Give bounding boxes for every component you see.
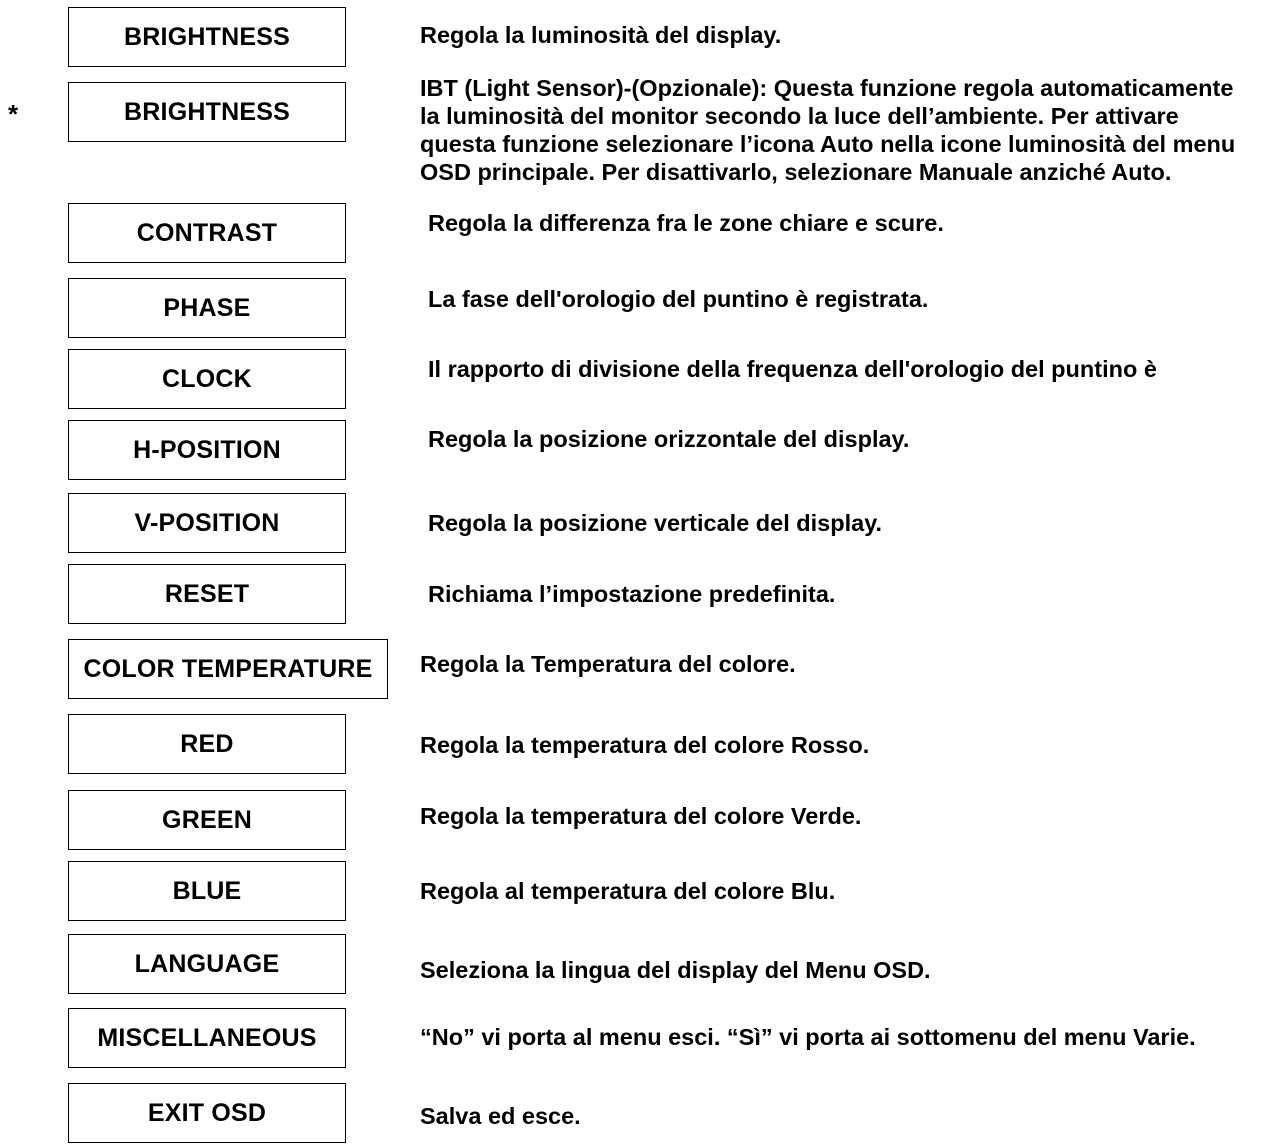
- optional-marker: *: [8, 99, 19, 129]
- osd-label-box: BRIGHTNESS: [68, 7, 346, 67]
- osd-label-box: MISCELLANEOUS: [68, 1008, 346, 1068]
- osd-description: Regola la temperatura del colore Rosso.: [420, 732, 870, 758]
- osd-description: Seleziona la lingua del display del Menu OSD.: [420, 957, 931, 983]
- osd-description: Regola la temperatura del colore Verde.: [420, 803, 862, 829]
- osd-label-box: COLOR TEMPERATURE: [68, 639, 388, 699]
- osd-description: La fase dell'orologio del puntino è registrata.: [428, 286, 929, 312]
- osd-label-box: H-POSITION: [68, 420, 346, 480]
- osd-description: IBT (Light Sensor)-(Opzionale): Questa funzione regola automaticamente: [420, 75, 1234, 101]
- osd-label-box: CLOCK: [68, 349, 346, 409]
- osd-description: Regola la Temperatura del colore.: [420, 651, 796, 677]
- osd-label-box: GREEN: [68, 790, 346, 850]
- osd-description: Il rapporto di divisione della frequenza dell'orologio del puntino è: [428, 356, 1157, 382]
- osd-label-box: RESET: [68, 564, 346, 624]
- osd-description: Regola al temperatura del colore Blu.: [420, 878, 836, 904]
- osd-label-box: V-POSITION: [68, 493, 346, 553]
- osd-description: Regola la luminosità del display.: [420, 22, 782, 48]
- osd-description: la luminosità del monitor secondo la luce dell’ambiente. Per attivare: [420, 103, 1179, 129]
- osd-description: “No” vi porta al menu esci. “Sì” vi porta ai sottomenu del menu Varie.: [420, 1024, 1196, 1050]
- osd-label-box: BLUE: [68, 861, 346, 921]
- osd-label-box: LANGUAGE: [68, 934, 346, 994]
- osd-description: questa funzione selezionare l’icona Auto nella icone luminosità del menu: [420, 131, 1236, 157]
- osd-description: Regola la posizione orizzontale del display.: [428, 426, 910, 452]
- osd-label-box: EXIT OSD: [68, 1083, 346, 1143]
- osd-description: Salva ed esce.: [420, 1103, 581, 1129]
- osd-description: Regola la posizione verticale del display.: [428, 510, 883, 536]
- osd-description: OSD principale. Per disattivarlo, selezionare Manuale anziché Auto.: [420, 159, 1172, 185]
- osd-label-box: RED: [68, 714, 346, 774]
- osd-label-box: PHASE: [68, 278, 346, 338]
- osd-label-box: CONTRAST: [68, 203, 346, 263]
- osd-label-box: BRIGHTNESS: [68, 82, 346, 142]
- osd-description: Richiama l’impostazione predefinita.: [428, 581, 836, 607]
- osd-description: Regola la differenza fra le zone chiare e scure.: [428, 210, 944, 236]
